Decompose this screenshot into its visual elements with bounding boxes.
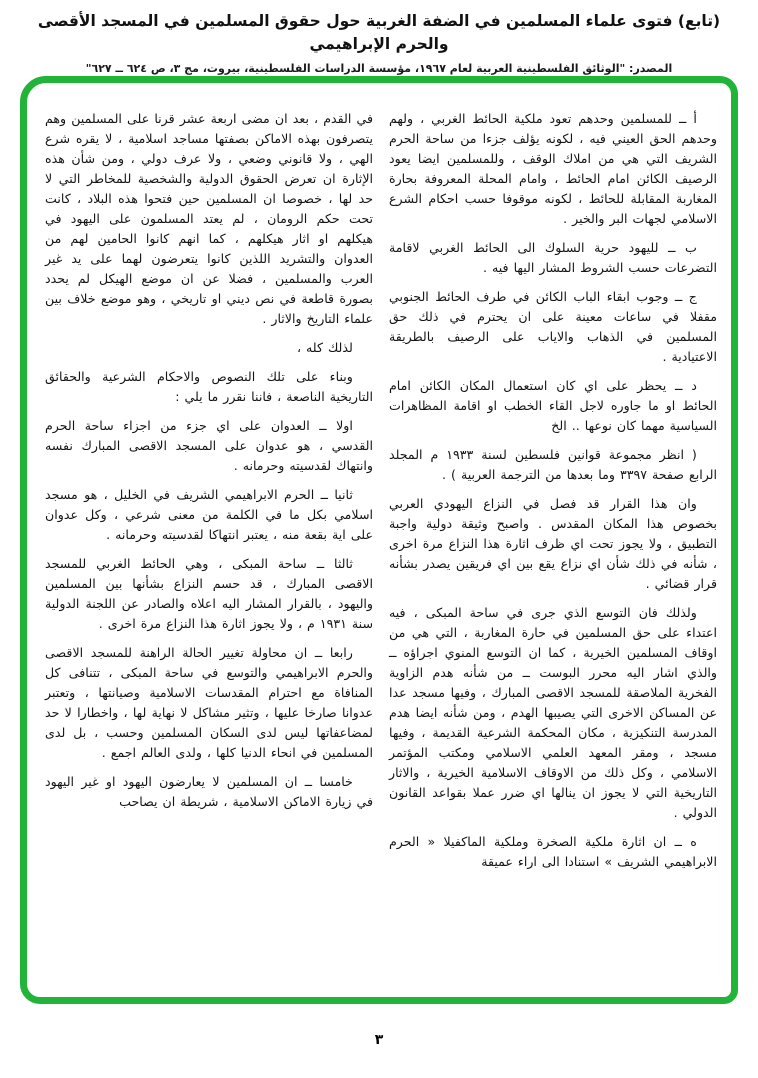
source-line: المصدر: "الوثائق الفلسطينية العربية لعام ١٩٦٧، مؤسسة الدراسات الفلسطينية، بيروت، مج ٣، ص ٦٢٤ ــ ٦٢٧" <box>85 61 673 75</box>
paragraph: ( انظر مجموعة قوانين فلسطين لسنة ١٩٣٣ م المجلد الرابع صفحة ٣٣٩٧ وما بعدها من الترجمة العربية ) . <box>389 447 717 482</box>
document-title: (تابع) فتوى علماء المسلمين في الضفة الغربية حول حقوق المسلمين في المسجد الأقصى والحرم الإبراهيمي <box>37 12 721 54</box>
paragraph: خامسا ــ ان المسلمين لا يعارضون اليهود او غير اليهود في زيارة الاماكن الاسلامية ، شريطة ان يصاحب <box>45 774 373 809</box>
paragraph: لذلك كله ، <box>296 340 353 355</box>
paragraph: ولذلك فان التوسع الذي جرى في ساحة المبكى ، فيه اعتداء على حق المسلمين في حارة المغاربة ، التي هي من اوقاف المسلمين الخيرية ، كما ان التوسع المنوي اجراؤه ــ والذي اشار اليه محرر البوست ــ من شأنه هدم الزاوية الفخرية الملاصقة للمسجد الاقصى المبارك ، وفيها مسجد عدا عن المساكن الاخرى التي يصيبها الهدم ، ومن شأنه ايضا هدم المدرسة التنكيزية ، مكان المحكمة الشرعية القديمة ، وفيها مسجد ، ومقر المعهد العلمي الاسلامي ومكتب المؤتمر الاسلامي ، وكل ذلك من الاوقاف الاسلامية الخيرية ، والاثار التاريخية التي لا يجوز ان ينالها اي ضرر عملا بقواعد القانون الدولي . <box>389 605 717 820</box>
paragraph: أ ــ للمسلمين وحدهم تعود ملكية الحائط الغربي ، ولهم وحدهم الحق العيني فيه ، لكونه يؤلف جزءا من ساحة الحرم الشريف التي هي من املاك الوقف ، وللمسلمين ايضا يعود الرصيف الكائن امام الحائط ، وامام المحلة المعروفة بحارة المغاربة المقابلة للحائط ، لكونه موقوفا حسب احكام الشرع الاسلامي لجهات البر والخير . <box>389 111 717 226</box>
paragraph: رابعا ــ ان محاولة تغيير الحالة الراهنة للمسجد الاقصى والحرم الابراهيمي والتوسع في ساحة المبكى ، تتنافى كل المنافاة مع احترام المقدسات الاسلامية وصيانتها ، وتعتبر عدوانا صارخا عليها ، وتثير مشاكل لا نهاية لها ، واخطارا لا حد لمضاعفاتها ليس لدى السكان المسلمين وحسب ، بل لدى المسلمين في انحاء الدنيا كلها ، ولدى العالم اجمع . <box>45 645 373 760</box>
left-column <box>45 109 373 971</box>
paragraph: اولا ــ العدوان على اي جزء من اجزاء ساحة الحرم القدسي ، هو عدوان على المسجد الاقصى المبارك نفسه وانتهاك لقدسيته وحرمانه . <box>45 418 373 473</box>
page-number: ٣ <box>374 1032 384 1048</box>
right-column <box>389 109 717 971</box>
two-column-text-area <box>27 83 731 971</box>
paragraph: ب ــ لليهود حرية السلوك الى الحائط الغربي لاقامة التضرعات حسب الشروط المشار اليها فيه . <box>389 240 717 275</box>
document-header <box>0 0 758 75</box>
paragraph: ثالثا ــ ساحة المبكى ، وهي الحائط الغربي للمسجد الاقصى المبارك ، قد حسم النزاع بشأنها بين المسلمين واليهود ، بالقرار المشار اليه اعلاه والصادر عن اللجنة الدولية سنة ١٩٣١ م ، ولا يجوز اثارة هذا النزاع مرة اخرى . <box>45 556 373 631</box>
paragraph: د ــ يحظر على اي كان استعمال المكان الكائن امام الحائط او ما جاوره لاجل القاء الخطب او اقامة المظاهرات السياسية مهما كان نوعها .. الخ <box>389 378 717 433</box>
paragraph: وبناء على تلك النصوص والاحكام الشرعية والحقائق التاريخية الناصعة ، فاننا نقرر ما يلي : <box>45 369 373 404</box>
paragraph: ج ــ وجوب ابقاء الباب الكائن في طرف الحائط الجنوبي مقفلا في ساعات معينة على ان يحترم في ذلك حق المسلمين في الذهاب والاياب على الرصيف بالطريقة الاعتيادية . <box>389 289 717 364</box>
paragraph: ه ــ ان اثارة ملكية الصخرة وملكية الماكفيلا « الحرم الابراهيمي الشريف » استنادا الى اراء عميقة <box>389 834 717 869</box>
paragraph: وان هذا القرار قد فصل في النزاع اليهودي العربي بخصوص هذا المكان المقدس . واصبح وثيقة دولية واجبة التطبيق ، ولا يجوز تحت اي ظرف اثارة هذا النزاع مرة اخرى ، شأنه في ذلك شأن اي نزاع يقع بين اي فريقين يصدر بشأنه قرار قضائي . <box>389 496 717 591</box>
paragraph: في القدم ، بعد ان مضى اربعة عشر قرنا على المسلمين وهم يتصرفون بهذه الاماكن بصفتها مساجد اسلامية ، لا يقره شرع الهي ، ولا قانوني وضعي ، ولا عرف دولي ، ومن شأن هذه الإثارة ان تعرض الحقوق الدولية والشخصية للمخاطر التي لا حد لها ، خصوصا ان المسلمين حين فتحوا هذه البلاد ، كانت تحت حكم الرومان ، لم يعتد المسلمون على اليهود في هيكلهم او اثار هيكلهم ، كما انهم كانوا الحامين لهم من العدوان والتشريد اللذين كانوا يتعرضون لهما على يد غير العرب والمسلمين ، فضلا عن ان موضع الهيكل لم يحدد بصورة قاطعة في نص ديني او تاريخي ، وهو موضع خلاف بين علماء التاريخ والاثار . <box>45 111 373 326</box>
paragraph: ثانيا ــ الحرم الابراهيمي الشريف في الخليل ، هو مسجد اسلامي بكل ما في الكلمة من معنى شرعي ، وكل عدوان على اية بقعة منه ، يعتبر انتهاكا لقدسيته وحرمانه . <box>45 487 373 542</box>
content-border-box <box>20 76 738 1004</box>
